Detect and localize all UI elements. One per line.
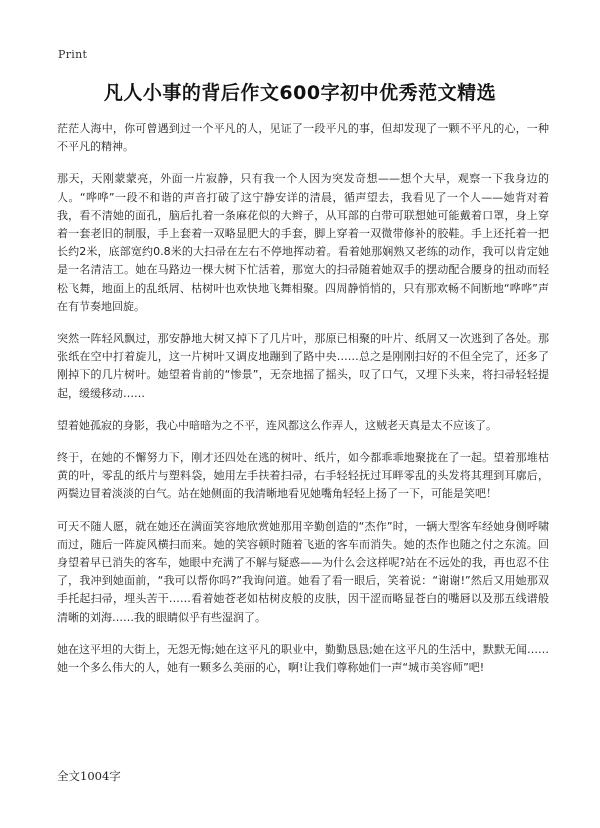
word-count: 全文1004字 — [57, 769, 121, 783]
paragraph-conclusion: 她在这平坦的大街上，无怨无悔;她在这平凡的职业中，勤勤恳恳;她在这平凡的生活中，默默无闻……她一个多么伟大的人，她有一颗多么美丽的心，啊!让我们尊称她们一声“城市美容师”吧! — [57, 642, 549, 675]
paragraph-bus: 可天不随人愿，就在她还在满面笑容地欣赏她那用辛勤创造的“杰作”时，一辆大型客车经她身侧呼啸而过，随后一阵旋风横扫而来。她的笑容顿时随着飞逝的客车而消失。她的杰作也随之付之东流。回身望着早已消失的客车，她眼中充满了不解与疑惑——为什么会这样呢?站在不远处的我，再也忍不住了，我冲到她面前，“我可以帮你吗?”我询问道。她看了看一眼后，笑着说：“谢谢!”然后又用她那双手托起扫帚，埋头苦干……看着她苍老如枯树皮般的皮肤，因干涩而略显苍白的嘴唇以及那五线谱般清晰的刘海……我的眼睛似乎有些湿润了。 — [57, 519, 549, 624]
print-label: Print — [58, 48, 88, 61]
paragraph-intro: 茫茫人海中，你可曾遇到过一个平凡的人，见证了一段平凡的事，但却发现了一颗不平凡的心，一种不平凡的精神。 — [57, 122, 549, 154]
paragraph-wind: 突然一阵轻风飘过，那安静地大树又掉下了几片叶，那原已相聚的叶片、纸屑又一次逃到了各处。那张纸在空中打着旋儿，这一片树叶又调皮地蹦到了路中央……总之是刚刚扫好的不但全完了，还多了刚掉下的几片树叶。她望着肯前的“惨景”，无奈地摇了摇头，叹了口气，又埋下头来，将扫帚轻轻提起，缓缓移动…… — [57, 332, 549, 400]
document-title: 凡人小事的背后作文600字初中优秀范文精选 — [103, 82, 497, 104]
paragraph-morning-scene: 那天，天刚蒙蒙亮，外面一片寂静，只有我一个人因为突发奇想——想个大早，观察一下我身边的人。“哗哗”一段不和谐的声音打破了这宁静安详的清晨，循声望去，我看见了一个人——她背对着我，看不清她的面孔，脑后扎着一条麻花似的大辫子，从耳部的白带可联想她可能戴着口罩，身上穿着一套老旧的制服，手上套着一双略显肥大的手套，脚上穿着一双微带修补的胶鞋。手上还托着一把长约2米，底部宽约0.8米的大扫帚在左右不停地挥动着。看着她那娴熟又老练的动作，我可以肯定她是一名清洁工。她在马路边一棵大树下忙活着，那宽大的扫帚随着她双手的摆动配合腰身的扭动而轻松飞舞，地面上的乱纸屑、枯树叶也欢快地飞舞相聚。四周静悄悄的，只有那欢畅不间断地“哗哗”声在有节奏地回旋。 — [57, 172, 549, 313]
paragraph-injustice: 望着她孤寂的身影，我心中暗暗为之不平，连风都这么作弄人，这贼老天真是太不应该了。 — [57, 418, 497, 432]
paragraph-effort: 终于，在她的不懈努力下，刚才还四处在逃的树叶、纸片，如今都乖乖地聚拢在了一起。望着那堆枯黄的叶，零乱的纸片与塑料袋，她用左手扶着扫帚，右手轻轻抚过耳畔零乱的头发将其理到耳廓后，两鬓边冒着淡淡的白气。站在她侧面的我清晰地看见她嘴角轻轻上扬了一下，可能是笑吧！ — [57, 451, 549, 501]
document-body — [57, 120, 549, 691]
